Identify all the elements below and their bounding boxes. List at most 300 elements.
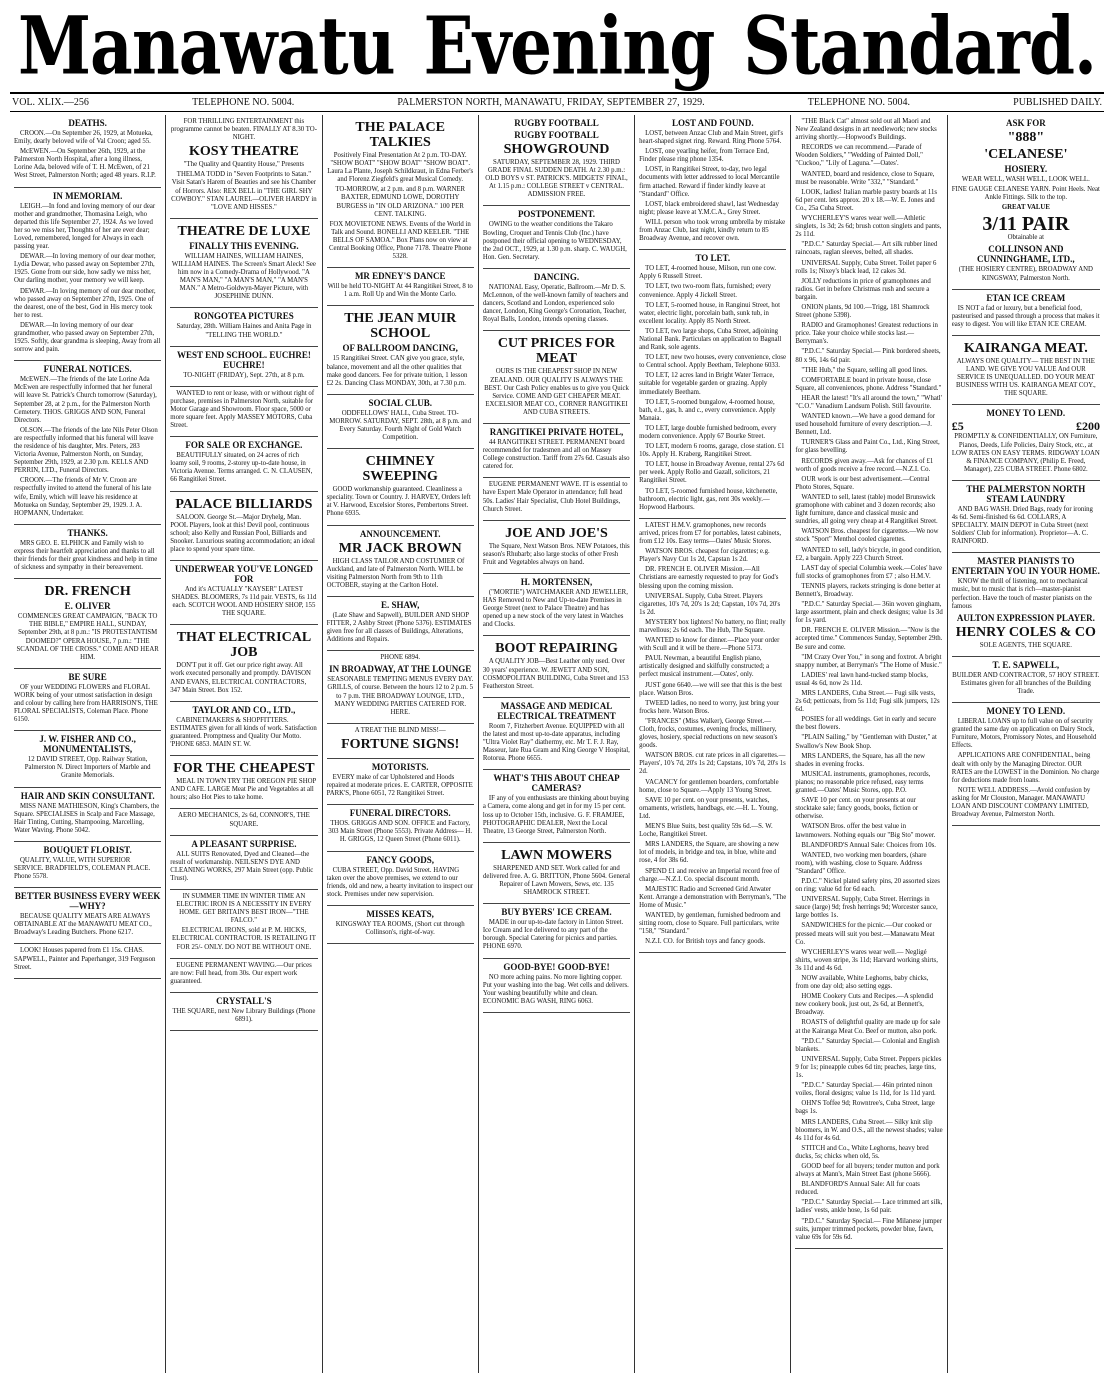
advert-heading: CUT PRICES FOR MEAT — [497, 336, 616, 367]
advert-text: IF any of you enthusiasts are thinking about buying a Camera, come along and get in for my 15 per cent. loss up to October 15th, inclusive. G. F. FRAMJEE, PHOTOGRAPHIC DEALER, Next the Local Theatre, 13 George Street, Palmerston North. — [482, 795, 629, 835]
advert-social-club — [327, 395, 474, 449]
advert-heading: JOE AND JOE'S — [505, 525, 608, 541]
advert-heading: THE PALACE TALKIES — [355, 120, 445, 150]
advert-heading: CRYSTALL'S — [216, 995, 272, 1006]
advert-heading: THAT ELECTRICAL JOB — [176, 630, 312, 661]
advert-broadway-lounge — [327, 651, 474, 724]
memoriam-section — [14, 188, 161, 362]
advert-heading: RUGBY FOOTBALL — [514, 118, 599, 128]
classified-text: DR. FRENCH E. OLIVER Mission.—"Now is the accepted time." Commences Sunday, September 29th. Be sure and come. — [795, 627, 943, 651]
classified-text: MAJESTIC Radio and Screened Grid Atwater Kent. Arrange a demonstration with Berryman's, "The Home of Music." — [639, 885, 787, 909]
advert-steam-laundry — [952, 481, 1100, 553]
advert-surprise — [170, 836, 317, 890]
advert-cut-prices — [483, 331, 630, 424]
advert-text: ELECTRICAL IRONS, sold at P. M. HICKS, ELECTRICAL CONTRACTOR. IS RETAILING IT FOR 25/- ONLY. DO NOT BE WITHOUT ONE. — [171, 927, 316, 951]
advert-text: Saturday, 28th. William Haines and Anita Page in "TELLING THE WORLD." — [176, 323, 312, 339]
advert-edney-dance — [327, 268, 474, 306]
advert-text: GOOD workmanship guaranteed. Cleanliness a speciality. Town or Country. J. HARVEY, Orders left at V. Harwood, Excelsior Stores, Pembertons Street. Phone 6935. — [326, 486, 471, 518]
classified-text: MRS LANDERS, the Square, are showing a new lot of models, in bridge and tea, in blue, white and rose, 4 for 38s 6d. — [639, 841, 779, 865]
thanks-heading: THANKS. — [67, 527, 108, 538]
classified-text: PAUL Newman, a beautiful English piano, artistically designed and skilfully constructed; a perfect musical instrument.—Oates', only. — [639, 655, 770, 679]
advert-text: OWING to the weather conditions the Takaro Bowling, Croquet and Tennis Club (Inc.) have postponed their official opening to WEDNESDAY, the 2nd OCT., 1929, at 1.30 p.m. sharp. C. WAUGH, Hon. Gen. Secretary. — [482, 221, 627, 261]
advert-fancy-goods — [327, 852, 474, 906]
classified-text: TO LET, 5-roomed bungalow, 4-roomed house, bath, e.l., gas, h. and c., every convenience. Apply Manaia. — [639, 398, 776, 422]
advert-heading: SHOWGROUND — [503, 142, 610, 157]
advert-text: MEAL IN TOWN TRY THE OREGON PIE SHOP AND CAFE. LARGE Meat Pie and Vegetables at all hours; also Hot Pies to take home. — [170, 778, 317, 802]
classified-text: RECORDS given away.—Ask for chances of £1 worth of goods receive a free record.—N.Z.I. Co. — [795, 457, 934, 473]
advert-hair — [14, 788, 161, 842]
classified-text: TURNER'S Glass and Paint Co., Ltd., King Street, for glass bevelling. — [795, 439, 940, 455]
advert-aero — [170, 809, 317, 835]
advert-french — [14, 579, 161, 669]
advert-fisher — [14, 731, 161, 787]
advert-chimney — [327, 449, 474, 525]
advert-text: THE SQUARE, next New Library Buildings (Phone 6891). — [172, 1007, 316, 1023]
advert-heading: BUY BYERS' ICE CREAM. — [501, 907, 612, 918]
advert-text: THOS. GRIGGS AND SON. OFFICE and Factory, 303 Main Street (Phone 5553). Private Address— H. H. GRIGGS, 12 Queen Street (Phone 6011). — [328, 820, 473, 844]
advert-heading: KAIRANGA MEAT. — [963, 340, 1088, 356]
loan-range — [952, 420, 1100, 433]
advert-text: SALOON. George St.—Major Dryhelg, Man. POOL Players, look at this! Devil pool, continuous school; also Kelly and Russian Pool, Billiards and Snooker. Luxurious seating accommodation; an ideal place to spend your spare time. — [170, 513, 315, 553]
advert-euchre — [170, 347, 317, 387]
classified-text: LOST, in Rangitikei Street, to-day, two legal documents with letter addressed to local Mercantile firm attached. Reward if finder kindly leave at "Standard" Office. — [639, 166, 780, 198]
advert-rugby — [483, 115, 630, 206]
advert-motorists — [327, 759, 474, 805]
advert-text: OF your WEDDING FLOWERS and FLORAL WORK being of your utmost satisfaction in design and colour by calling here from HARRISON'S, THE FLORAL SPECIALISTS, Coleman Place. Phone 6150. — [14, 683, 158, 724]
advert-ice-cream — [483, 904, 630, 958]
advert-heading: HENRY COLES & CO — [955, 624, 1096, 640]
advert-subheading: OF BALLROOM DANCING, — [342, 343, 458, 354]
classified-text: TWEED ladies, no need to worry, just bring your frocks here. Watson Bros. — [639, 699, 780, 715]
advert-text: EVERY make of car Upholstered and Hoods repaired at moderate prices. E. CARTER, OPPOSITE PARK'S, Phone 6051, 72 Rangitikei Street. — [326, 773, 473, 798]
classified-text: TO LET, 5-roomed furnished house, kitchenette, bathroom, electric light, gas, rent 30s weekly.—Hopwood Harbours. — [639, 487, 778, 511]
advert-heading: 'CELANESE' — [984, 147, 1068, 162]
advert-rongotea — [170, 308, 317, 346]
advert-heading: E. SHAW, — [380, 599, 420, 610]
column-4 — [479, 115, 635, 1373]
classified-text: "P.D.C." Saturday Special.— Colonial and English blankets. — [795, 1037, 940, 1053]
classified-text: MRS LANDERS, the Square, has all the new shades in evening frocks. — [795, 752, 926, 768]
advert-text: ("MORTIE") WATCHMAKER AND JEWELLER, HAS Removed to New and Up-to-date Premises in George Street (next to Palace Theatre) and has opened up a new stock of the very latest in Watches and Clocks. — [482, 589, 628, 629]
classified-text: HOME Cookery Cuts and Recipes.—A splendid new cookery book, just out, 2s 6d, at Bennett's, Broadway. — [795, 993, 934, 1017]
advert-text: AERO MECHANICS, 2s 6d, CONNOR'S, THE SQUARE. — [178, 812, 310, 828]
advert-text: 15 Rangitikei Street. CAN give you grace, style, balance, movement and all the other qualities that make good dancers. Fee for private tuition, 1 lesson £2 2s. Dancing Class MONDAY, 30th, at 7.30 p.m. — [326, 355, 468, 387]
classified-text: TO LET, two two-room flats, furnished; every convenience. Apply 4 Jickell Street. — [639, 283, 771, 299]
advert-text: SHARPENED AND SET. Work called for and delivered free. A. G. BRITTON, Phone 5604. General Repairer of Lawn Mowers, Sews, etc. 135 SHAMROCK STREET. — [482, 864, 631, 897]
advert-text: LIBERAL LOANS up to full value on of security granted the same day on application on Dairy Stock, Furniture, Motors, Promissory Notes, and Household Effects. — [951, 718, 1097, 750]
advert-heading: BOUQUET FLORIST. — [43, 844, 132, 855]
advert-text: The Square, Next Watson Bros. NEW Potatoes, this season's Rhubarb; also large stocks of other Fresh Fruit and Vegetables always on hand. — [482, 542, 630, 566]
advert-text: KINGSWAY TEA ROOMS, (Short cut through Collinson's, right-of-way. — [335, 920, 465, 936]
classified-text: "PLAIN Sailing," by "Gentleman with Duster," at Swallow's New Book Shop. — [795, 734, 937, 750]
classified-text: LADIES' real lawn hand-tucked stamp blocks, usual 4s 6d, now 2s 11d. — [795, 671, 928, 687]
advert-florist — [14, 669, 161, 731]
advert-heading: J. W. FISHER AND CO., MONUMENTALISTS, — [39, 734, 136, 755]
classified-text: TO LET, house in Broadway Avenue, rental 27s 6d per week. Apply Rollo and Gazall, solicitors, 21 Rangitikei Street. — [639, 461, 785, 485]
masthead — [0, 0, 1114, 92]
advert-text: OURS IS THE CHEAPEST SHOP IN NEW ZEALAND. OUR QUALITY IS ALWAYS THE BEST. Our Cash Policy enables us to give you Quick Service. COME AND GET CHEAPER MEAT. EXCELSIOR MEAT CO., CORNER RANGITIKEI AND CUBA STREETS. — [484, 368, 629, 416]
advert-for-sale — [170, 437, 317, 491]
advert-money-to-lend — [952, 405, 1100, 480]
advert-heading: H. MORTENSEN, — [520, 577, 593, 587]
thanks-section — [14, 525, 161, 579]
advert-keats — [327, 906, 474, 944]
advert-boot-repairing — [483, 636, 630, 697]
classified-text: SAVE 10 per cent. on your presents, watches, ornaments, wristlets, handbags, etc.—H. L. Young, Ltd. — [639, 796, 778, 820]
advert-heading: ETAN ICE CREAM — [986, 292, 1066, 303]
advert-text: HIGH CLASS TAILOR AND COSTUMIER Of Auckland, and late of Palmerston North. WILL be visiting Palmerston North from 9th to 11th OCTOBER, staying at the Carlton Hotel. — [326, 557, 465, 589]
classified-text: UNIVERSAL Supply, Cuba Street. Peppers pickles 9 for 1s; pineapple cubes 6d tin; peaches, large tins, 1s. — [795, 1055, 942, 1080]
advert-text: EUGENE PERMANENT WAVE. IT is essential to have Expert Male Operator in attendance; full head 50s. Ladies' Hair Specialist, Club Hotel Buildings, Church Street. — [482, 481, 628, 513]
advert-text: NO more aching pains. No more lighting copper. Put your washing into the bag. Wet cells and delivers. Your washing beautifully white and clean. ECONOMIC BAG WASH, RING 6063. — [482, 973, 629, 1005]
advert-heading: IN BROADWAY, AT THE LOUNGE — [329, 664, 472, 675]
advert-celanese-hosiery — [952, 115, 1100, 290]
advert-lawn-mowers — [483, 843, 630, 904]
advert-text: FOX MOVIETONE NEWS. Events of the World in Talk and Sound. BONELLI AND KEELER. "THE BELLS OF SAMOA." Box Plans now on view at Central Booking Office, Phone 7178. Theatre Phone 5328. — [328, 220, 472, 261]
advert-heading: T. E. SAPWELL, — [992, 659, 1060, 670]
classified-text: WATSON BROS. cheapest for cigarettes; e.g. Player's Navy Cut 1s 2d, Capstan 1s 2d. — [639, 548, 770, 564]
classified-text: "P.D.C." Saturday Special.— Lace trimmed art silk, ladies' vests, ankle hose, 1s 6d pair. — [795, 1199, 943, 1215]
advert-better-business — [14, 888, 161, 944]
advert-heading: RUGBY FOOTBALL — [514, 130, 599, 140]
notice-text: OLSON.—The friends of the late Nils Peter Olson are respectfully informed that his funeral will leave the residence of his daughter, Mrs. Peters, 283 Victoria Avenue, Palmerston North, on Sunday, September 29th, 1929, at 2.30 p.m. KELLS AND PERRIN, LTD., Funeral Directors. — [14, 426, 158, 475]
advert-jack-brown — [327, 526, 474, 597]
advert-heading: MONEY TO LEND. — [986, 408, 1066, 419]
advert-heading: FORTUNE SIGNS! — [341, 736, 460, 752]
advert-heading: PALACE BILLIARDS — [175, 496, 313, 512]
advert-subheading: FINALLY THIS EVENING. — [189, 240, 299, 251]
advert-text: NOTE WELL ADDRESS.—Avoid confusion by asking for Mr Clouston, Manager. MANAWATU LOAN AND DISCOUNT COMPANY LIMITED, Broadway Avenue, Palmerston North. — [951, 786, 1091, 819]
column-7 — [948, 115, 1104, 1373]
advert-text: And it's ACTUALLY "KAYSER" LATEST SHADES. BLOOMERS, 7s 11d pair. VESTS, 6s 11d each. SCOTCH WOOL AND HOSIERY SHOP, 155 THE SQUARE. — [171, 586, 317, 618]
advert-text: Positively Final Presentation At 2 p.m. TO-DAY. "SHOW BOAT" "SHOW BOAT" "SHOW BOAT". Laura La Plante, Joseph Schildkraut, in Edna Ferber's and Florenz Ziegfeld's great Musical Comedy. — [327, 152, 474, 184]
volume-number: VOL. XLIX.—256 — [12, 97, 89, 108]
classified-text: TO LET, 12 acres land in Bright Water Terrace, suitable for vegetable garden or grazing. Apply immediately Beetham. — [639, 372, 775, 396]
advert-text: TO-MORROW, at 2 p.m. and 8 p.m. WARNER BAXTER, EDMUND LOWE, DOROTHY BURGESS in "IN OLD ARIZONA." 100 PER CENT. TALKING. — [335, 186, 466, 218]
classified-text: "P.D.C." Saturday Special.— 46in printed ninon voiles, floral designs; value 1s 11d, for 1s 11d yard. — [795, 1082, 936, 1098]
notice-text: MRS GEO. E. ELPHICK and Family wish to express their heartfelt appreciation and thanks to all their friends for their great kindness and help in time of sickness and sympathy in their bereavement. — [14, 539, 158, 572]
advert-text: FINE GAUGE CELANESE YARN. Point Heels. Neat Ankle Fittings. Silk to the top. — [951, 186, 1100, 202]
advert-text: SEASONABLE TEMPTING MENUS EVERY DAY. GRILLS, of course. Between the hours 12 to 2 p.m. 5 to 7 p.m. THE BROADWAY LOUNGE, LTD., MANY WEDDING PARTIES CATERED FOR. HERE. — [327, 676, 474, 716]
classified-text: LATEST H.M.V. gramophones, new records arrived, prices from £7 for portables, latest cabinets, from £12 10s. Easy terms—Oates' Music Stores. — [639, 521, 782, 546]
classified-text: WATSON BROS. cut rate prices in all cigarettes.—Players', 10's 7d, 20's 1s 2d; Capstans, 10's 7d, 20's 1s 2d. — [639, 752, 786, 776]
advert-sapwell — [952, 657, 1100, 703]
advert-text: CUBA STREET, Opp. David Street. HAVING taken over the above premises, we extend to our friends, old and new, a hearty invitation to inspect our stock. Premises under new supervision. — [326, 866, 474, 898]
advert-heading: THE JEAN MUIR SCHOOL — [344, 311, 457, 342]
classified-text: "P.D.C." Saturday Special.— Art silk rubber lined raincoats, raglan sleeves, belted, all shades. — [795, 241, 938, 257]
advert-text: WILLIAM HAINES, WILLIAM HAINES, WILLIAM HAINES. The Screen's Smart Aleck! See him now in a Comedy-Drama of Hollywood. "A MAN'S MAN," "A MAN'S MAN," "A MAN'S MAN." A Metro-Goldwyn-Mayer Picture, with JOSEPHINE DUNN. — [171, 252, 316, 301]
classified-text: SANDWICHES for the picnic.—Our cooked or pressed meats will suit you best.—Manawatu Meat Co. — [795, 922, 935, 946]
advert-heading: GOOD-BYE! GOOD-BYE! — [503, 961, 610, 972]
advert-text: SATURDAY, SEPTEMBER 28, 1929. THIRD GRADE FINAL SUDDEN DEATH. At 2.30 p.m.: OLD BOYS v ST. PATRICK'S. MIDGETS' FINAL, At 1.15 p.m.: COLLEGE STREET v CENTRAL. ADMISSION FREE. — [485, 159, 628, 199]
advert-joe-and-joes — [483, 521, 630, 574]
advert-text: MADE in our up-to-date factory in Linton Street. Ice Cream and Ice delivered to any part of the borough. Special Catering for picnics and parties. PHONE 6970. — [482, 919, 624, 951]
advert-bag-wash — [483, 959, 630, 1013]
advert-text: (THE HOSIERY CENTRE), BROADWAY AND KINGSWAY, Palmerston North. — [958, 266, 1093, 282]
classified-text: P.D.C." Nickel plated safety pins, 20 assorted sizes on ring; value 6d for 6d each. — [795, 877, 940, 894]
notice-text: McEWEN.—On September 26th, 1929, at the Palmerston North Hospital, after a long illness, Lorine Ada, beloved wife of T. H. McEwen, of 21 West Street, Palmerston North; aged 48 years. R.I.P. — [14, 148, 156, 180]
funeral-notices-section — [14, 361, 161, 525]
masthead-word-1: Manawatu — [18, 0, 395, 93]
advert-funeral-directors — [327, 805, 474, 851]
advert-text: WANTED to rent or lease, with or without right of purchase, premises in Palmerston North, suitable for Motor Garage and Showroom. Floor space, 5000 or more square feet. Apply MASSEY MOTORS, Cuba Street. — [170, 389, 315, 430]
classified-text: "IM Crazy Over You," in song and foxtrot. A bright snappy number, at Berryman's "The Home of Music." — [795, 653, 942, 669]
classified-text: STITCH and Co., White Leghorns, heavy bred ducks, 5s; chicks when old, 5s. — [795, 1144, 929, 1160]
advert-cheapest-meal — [170, 756, 317, 809]
lost-and-found-heading: LOST AND FOUND. — [671, 118, 754, 128]
memoriam-heading: IN MEMORIAM. — [52, 190, 123, 201]
classified-text: JUST gone 6640.—we will see that this is the best place. Watson Bros. — [639, 681, 783, 697]
advert-private-hotel — [483, 424, 630, 478]
classified-text: WILL person who took wrong umbrella by mistake from Anzac Club, last night, kindly return to 85 Broadway Avenue, and recover own. — [639, 218, 786, 243]
notice-text: CROON.—On September 26, 1929, at Motueka, Emily, dearly beloved wife of Val Croon; aged 55. — [14, 130, 153, 146]
advert-heading: ASK FOR — [1005, 118, 1046, 128]
advert-heading: UNDERWEAR YOU'VE LONGED FOR — [174, 564, 313, 584]
notice-text: LEIGH.—In fond and loving memory of our dear mother and grandmother, Thomasina Leigh, who departed this life September 27, 1924. As we loved her so we miss her, Thoughts of her are ever dear; Loved, remembered, longed for Always in each passing year. — [14, 202, 156, 251]
classified-text: WYCHERLEY'S wares wear well.— Negligé shirts, woven stripe, 3s 11d; Harvard working shirts, 3s 11d and 4s 6d. — [795, 948, 938, 972]
advert-heading: COLLINSON AND CUNNINGHAME, LTD., — [977, 244, 1075, 265]
advert-text: PROMPTLY & CONFIDENTIALLY, ON Furniture, Pianos, Deeds, Life Policies, Dairy Stock, etc., at LOW RATES ON EASY TERMS. RIDGWAY LOAN & FINANCE COMPANY, (Philip E. Freed, Manager), 225 CUBA STREET. Phone 6802. — [951, 433, 1100, 473]
classified-text: "FRANCES" (Miss Walker), George Street.—Cloth, frocks, costumes, evening frocks, millinery, gloves, hosiery, special reductions on new season's goods. — [639, 717, 778, 750]
classified-text: COMFORTABLE board in private house, close Square, all conveniences, phone. Address "Standard." — [795, 376, 942, 392]
advert-electric-iron — [170, 890, 317, 959]
advert-text: AND BAG WASH. Dried Bags, ready for ironing 4s 6d. Semi-finished 6s 6d. COLLARS, A SPECIALTY. MAIN DEPOT in Cuba Street (next Soldiers' Club for information). Proprietor—A. C. RAINFORD. — [951, 505, 1093, 546]
advert-text: APPLICATIONS ARE CONFIDENTIAL, being dealt with only by the Managing Director. OUR RATES are the LOWEST in the Dominion. No charge for deductions made from loans. — [951, 752, 1100, 784]
advert-text: ALL SUITS Renovated, Dyed and Cleaned—the result of workmanship. NEILSEN'S DYE AND CLEANING WORKS, 297 Main Street (opp. Public Trust). — [170, 850, 314, 882]
advert-heading: LAWN MOWERS — [501, 847, 612, 863]
classified-text: "P.D.C." Saturday Special.— Fine Milanese jumper suits, jumper trimmed pockets, powder blue, fawn, value 69s for 59s 6d. — [795, 1217, 942, 1241]
deaths-section — [14, 115, 161, 188]
telephone-left: TELEPHONE NO. 5004. — [192, 97, 295, 108]
columns — [10, 115, 1104, 1373]
advert-heading: RONGOTEA PICTURES — [194, 311, 294, 322]
classifieds-section — [795, 115, 942, 1249]
advert-look — [14, 944, 161, 978]
classified-text: TO LET, 5-roomed house, in Ranginui Street, hot water, electric light, porcelain bath, sunk tub, in excellent locality. Apply 85 North Street. — [639, 301, 781, 325]
advert-text: A QUALITY JOB—Best Leather only used. Over 30 years' experience. W. JEWETT AND SON, COSMOPOLITAN BUILDING, Cuba Street and 153 Featherston Street. — [482, 658, 629, 690]
advert-text: ALWAYS ONE QUALITY— THE BEST IN THE LAND. WE GIVE YOU VALUE And OUR SERVICE IS UNEQUALLED. DO YOUR MEAT BUSINESS WITH US. KAIRANGA MEAT COY., THE SQUARE. — [955, 357, 1096, 398]
advert-heading: FANCY GOODS, — [366, 854, 434, 865]
advert-text: 44 RANGITIKEI STREET. PERMANENT board recommended for tradesmen and all on Massey College construction. Tariff from 27s 6d. Casuals also catered for. — [482, 438, 630, 471]
advert-subheading: E. OLIVER — [64, 601, 111, 612]
classifieds-section — [639, 519, 786, 954]
column-6 — [791, 115, 947, 1373]
advert-postponement — [483, 206, 630, 268]
deaths-heading: DEATHS. — [68, 118, 107, 128]
advert-mortensen — [483, 574, 630, 636]
classified-text: LOST, black embroidered shawl, last Wednesday night; please leave at Y.M.C.A., Grey Street. — [639, 200, 779, 216]
advert-shaw — [327, 597, 474, 651]
advert-electrical-job — [170, 625, 317, 701]
classified-text: UNIVERSAL Supply, Cuba Street. Herrings in sauce (large) 9d; fresh herrings 9d; Worcester sauce, large bottles 1s. — [795, 896, 938, 920]
notice-text: DEWAR.—In loving memory of our dear mother, who passed away on September 27th, 1925. One of the dearest, one of the best, God in His mercy took her to rest. — [14, 287, 156, 319]
classified-text: WATSON Bros. offer the best value in lawnmowers. Nothing equals our "Big Sto" mower. — [795, 823, 936, 839]
place-date: PALMERSTON NORTH, MANAWATU, FRIDAY, SEPTEMBER 27, 1929. — [397, 97, 705, 108]
lost-and-found-section — [639, 115, 786, 250]
advert-heading: BOOT REPAIRING — [495, 641, 618, 657]
advert-massage — [483, 698, 630, 770]
classified-text: MYSTERY box lighters! No battery, no flint; really marvellous; 2s 6d each. The Hub, The Square. — [639, 618, 786, 634]
classified-text: TO LET, new two houses, every convenience, close to Central school. Apply Beetham, Telephone 6033. — [639, 354, 787, 370]
advert-master-pianists — [952, 553, 1100, 656]
advert-heading: WHAT'S THIS ABOUT CHEAP CAMERAS? — [493, 773, 620, 794]
advert-text: (Late Shaw and Sapwell), BUILDER AND SHOP FITTER, 2 Ashby Street (Phone 5376). ESTIMATES given free for all classes of Buildings, Alterations, Additions and Repairs. — [326, 611, 472, 644]
advert-text: PHONE 6894. — [380, 654, 421, 662]
classified-text: BLANDFORD'S Annual Sale: Choices from 10s. — [801, 841, 936, 849]
classified-text: POSIES for all weddings. Get in early and secure the best flowers. — [795, 716, 937, 732]
advert-heading: WEST END SCHOOL. EUCHRE! EUCHRE! — [176, 349, 311, 370]
advert-text: QUALITY, VALUE, WITH SUPERIOR SERVICE. BRADFIELD'S, COLEMAN PLACE. Phone 5578. — [14, 856, 151, 881]
advert-heading: CHIMNEY SWEEPING — [362, 454, 438, 485]
classified-text: TO LET, 4-roomed house, Milson, run one cow. Apply 6 Russell Street. — [639, 265, 777, 281]
advert-text: Will be held TO-NIGHT At 44 Rangitikei Street, 8 to 1 a.m. Roll Up and Win the Monte Carlo. — [327, 283, 473, 299]
to-let-heading: TO LET. — [695, 253, 731, 264]
advert-heading: BETTER BUSINESS EVERY WEEK—WHY? — [14, 891, 161, 912]
advert-text: Obtainable at — [1007, 234, 1045, 242]
column-2 — [166, 115, 322, 1373]
classified-text: WANTED known.—We have a good demand for used household furniture of every description.—J. Bennett, Ltd. — [795, 413, 936, 437]
classified-text: SPEND £1 and receive an Imperial record free of charge.—N.Z.I. Co. special discount month. — [639, 867, 780, 883]
advert-heading: A PLEASANT SURPRISE. — [191, 838, 297, 849]
classified-text: VACANCY for gentlemen boarders, comfortable home, close to Square.—Apply 13 Young Street. — [639, 778, 779, 794]
advert-heading: HOSIERY. — [1004, 164, 1048, 174]
column-5 — [635, 115, 791, 1373]
advert-eugene — [170, 959, 317, 993]
classified-text: UNIVERSAL Supply, Cuba Street. Toilet paper 6 rolls 1s; Nixey's black lead, 12 cakes 3d. — [795, 259, 937, 275]
classified-text: HEAR the latest! "It's all around the town," "Whatl' "C.O." Vanadium Landsum Polish. Still favourite. — [795, 394, 942, 410]
advert-kayser — [170, 561, 317, 625]
advert-subheading: "The Quality and Quantity House," Presents — [183, 161, 305, 169]
advert-crystall — [170, 993, 317, 1031]
notice-text: DEWAR.—In loving memory of our dear mother, Lydia Dewar, who passed away on September 27th, 1925. Gone from our side, how sadly we miss her, Our darling mother, your memory we will keep. — [14, 253, 156, 285]
classified-text: "THE Black Cat" almost sold out all Maori and New Zealand designs in art needlework; new stocks arriving shortly.—Hopwood's Buildings. — [795, 118, 937, 142]
loan-min: £5 — [951, 419, 964, 434]
advert-heading: DR. FRENCH — [44, 584, 131, 600]
classified-text: GOOD beef for all buyers; tender mutton and pork always at Mann's, Main Street East (phone 5666). — [795, 1162, 940, 1179]
column-3 — [323, 115, 479, 1373]
advert-text: BECAUSE QUALITY MEATS ARE ALWAYS OBTAINABLE AT the MANAWATU MEAT CO., Broadway's Leading Butchers. Phone 6217. — [14, 913, 152, 937]
advert-etan-ice-cream — [952, 290, 1100, 336]
advert-heading: FUNERAL DIRECTORS. — [349, 808, 451, 819]
notice-text: McEWEN.—The friends of the late Lorine Ada McEwen are respectfully informed that her funeral will leave St. Patrick's Church tomorrow (Saturday), September 28, at 2 p.m., for the Palmerston North Cemetery. THOS. GRIGGS AND SON, Funeral Directors. — [14, 376, 157, 424]
advert-text: COMMENCES GREAT CAMPAIGN, "BACK TO THE BIBLE," EMPIRE HALL, SUNDAY, September 29th, at 8 p.m.: "IS PROTESTANTISM DOOMED?" OPERA HOUSE, 7 p.m.: "THE SCANDAL OF THE CROSS." COME AND HEAR HIM. — [16, 613, 159, 661]
classified-text: "P.D.C." Saturday Special.— 36in woven gingham, large assortment, plain and check designs; value 1s 3d for 1s yard. — [795, 601, 943, 625]
advert-text: IN SUMMER TIME IN WINTER TIME AN ELECTRIC IRON IS A NECESSITY IN EVERY HOME. GET BRITAIN'S BEST IRON—"THE FALCO." — [176, 892, 312, 925]
advert-text: EUGENE PERMANENT WAVING.—Our prices are now: Full head, from 30s. Our expert work guaranteed. — [170, 961, 312, 985]
masthead-word-2: Evening — [423, 0, 715, 93]
advert-text: A TREAT THE BLIND MISS!— — [354, 726, 446, 734]
advert-text: FOR THRILLING ENTERTAINMENT this programme cannot be beaten. FINALLY AT 8.30 TO-NIGHT. — [170, 118, 317, 142]
classified-text: "THE Hub," the Square, selling all good lines. — [801, 366, 928, 374]
classified-text: MRS LANDERS, Cuba Street.— Fugi silk vests, 2s 6d; petticoats, from 5s 11d; Fugi silk jumpers, 12s 6d. — [795, 690, 940, 714]
classified-text: WYCHERLEY'S wares wear well.—Athletic singlets, 1s 3d; 2s 6d; brush cotton singlets and pants, 2s 11d. — [795, 215, 942, 239]
advert-text: GREAT VALUE — [1001, 204, 1050, 212]
advert-heading: HAIR AND SKIN CONSULTANT. — [20, 790, 155, 801]
advert-text: THELMA TODD in "Seven Footprints to Satan." Visit Satan's Harem of Beauties and see his Chamber of Horrors. Also: REX BELL in "THE GIRL SHY COWBOY." STAN LAUREL—OLIVER HARDY in "LOVE AND HISSES." — [171, 171, 317, 211]
column-1 — [10, 115, 166, 1373]
dateline — [10, 92, 1104, 112]
classified-text: NOW available, White Leghorns, baby chicks, from one day old; also setting eggs. — [795, 975, 929, 991]
advert-money-to-lend-2 — [952, 703, 1100, 826]
advert-heading: MISSES KEATS, — [366, 908, 434, 919]
classified-text: LOOK, ladies! Italian marble pastry boards at 11s 6d per cent. lets approx. 20 x 18.—W. E. Jones and Co., 25a Cuba Street. — [795, 188, 938, 212]
advert-text: 12 DAVID STREET, Opp. Railway Station, Palmerston N. Direct Importers of Marble and Granite Memorials. — [24, 756, 151, 780]
funeral-notices-heading: FUNERAL NOTICES. — [43, 364, 132, 375]
advert-heading: MONEY TO LEND. — [986, 706, 1066, 717]
advert-heading: FOR SALE OR EXCHANGE. — [185, 440, 303, 451]
advert-heading: FOR THE CHEAPEST — [173, 761, 315, 777]
advert-text: SOLE AGENTS, THE SQUARE. — [979, 641, 1072, 649]
classified-text: TO LET, large double furnished bedroom, every modern convenience. Apply 67 Bourke Street. — [639, 424, 777, 440]
advert-text: ODDFELLOWS' HALL, Cuba Street. TO-MORROW. SATURDAY, SEPT. 28th, at 8 p.m. and Every Saturday. Fourth Night of Gold Watch Competition. — [329, 409, 472, 442]
classified-text: BLANDFORD'S Annual Sale: All fur coats reduced. — [795, 1181, 920, 1197]
masthead-word-3: Standard. — [743, 0, 1096, 93]
advert-bouquet — [14, 842, 161, 888]
classified-text: WANTED to sell, latest (table) model Brunswick gramophone with cabinet and 3 dozen records; also light furniture, dance and classical music and sundries, all going very cheap at 4 Rangitikei Street. — [795, 493, 938, 526]
advert-heading: BE SURE — [68, 671, 107, 682]
advert-text: Room 7, Fitzherbert Avenue. EQUIPPED with all the latest and most up-to-date apparatus, including "Ultra Violet Ray" diathermy, etc. Mr T. F. J. Ray, Masseur, late Rua Gram and King George V Hospital, Rotorua. Phone 6655. — [482, 722, 630, 763]
advert-heading: AULTON EXPRESSION PLAYER. — [956, 612, 1095, 623]
classified-text: MUSICAL instruments, gramophones, records, pianos; no reasonable price refused, easy terms granted.—Oates' Music Stores, opp. P.O. — [795, 770, 931, 795]
advert-text: IS NOT a fad or luxury, but a beneficial food, pasteurised and passed through a process that makes it easy to digest. You will like ETAN ICE CREAM. — [951, 304, 1100, 328]
classified-text: DR. FRENCH E. OLIVER Mission.—All Christians are earnestly requested to pray for God's blessing upon the coming mission. — [639, 566, 779, 590]
advert-heading: KOSY THEATRE — [189, 144, 299, 160]
advert-heading: MR EDNEY'S DANCE — [354, 271, 446, 282]
advert-text: LOOK! Houses papered from £1 15s. CHAS. SAPWELL, Painter and Paperhanger, 319 Ferguson Street. — [14, 947, 156, 971]
classified-text: TENNIS players, rackets stringing is done better at Bennett's, Broadway. — [795, 582, 941, 598]
advert-heading: THE PALMERSTON NORTH STEAM LAUNDRY — [966, 483, 1086, 504]
advert-text: BUILDER AND CONTRACTOR, 57 HOY STREET. Estimates given for all branches of the Building Trade. — [952, 671, 1100, 695]
advert-fortune — [327, 724, 474, 759]
classified-text: "P.D.C." Saturday Special.— Pink bordered sheets, 80 x 96, 14s 6d pair. — [795, 348, 941, 364]
advert-jean-muir — [327, 306, 474, 394]
advert-text: MISS NANE MATHIESON, King's Chambers, the Square. SPECIALISES in Scalp and Face Massage, Hair Tinting, Cutting, Shampooing, Marcelling, Water Waving. Phone 5042. — [14, 802, 160, 834]
advert-palace-talkies — [327, 115, 474, 268]
advert-text: BEAUTIFULLY situated, on 24 acres of rich loamy soil, 9 rooms, 2-storey up-to-date house, in Victoria Avenue. Terms arranged. C. N. CLAUSEN, 66 Rangitikei Street. — [170, 452, 313, 484]
advert-dancing — [483, 269, 630, 331]
telephone-right: TELEPHONE NO. 5004. — [807, 97, 911, 108]
loan-max: £200 — [1076, 419, 1100, 434]
classified-text: RADIO and Gramophones! Greatest reductions in price. Take your choice while stocks last.—Berryman's. — [795, 322, 938, 346]
notice-text: DEWAR.—In loving memory of our dear grandmother, who passed away on September 27th, 1925. Softly, dear grandma is sleeping, Away from all sorrow and pain. — [14, 321, 161, 354]
classified-text: SAVE 10 per cent. on your presents at our stocktake sale; fancy goods, books, fiction or otherwise. — [795, 797, 919, 821]
classified-text: WANTED to sell, lady's bicycle, in good condition, £2, a bargain. Apply 223 Church Street. — [795, 546, 942, 562]
advert-kosy-theatre — [170, 115, 317, 219]
advert-heading: MR JACK BROWN — [338, 540, 462, 556]
classified-text: TO LET, two large shops, Cuba Street, adjoining National Bank. Particulars on application to Bagnall and Rank, sole agents. — [639, 327, 782, 352]
price-tag: 3/11 PAIR — [982, 213, 1070, 236]
advert-heading: POSTPONEMENT. — [517, 209, 596, 220]
advert-heading: DANCING. — [533, 271, 580, 282]
notice-text: CROON.—The friends of Mr V. Croon are respectfully invited to attend the funeral of his late wife, Emily, which will leave his residence at Motueka on Sunday, September 29, 1929. J. A. HOPMANN, Undertaker. — [14, 477, 152, 517]
classified-text: WANTED, two working men boarders, (share room), with washing, close to Square. Address "Standard" Office. — [795, 851, 927, 875]
advert-text: NATIONAL Easy, Operatic, Ballroom.—Mr D. S. McLennon, of the well-known family of teachers and dancers, Scotland and London, experienced solo dancer, London, King George's Coronation, Teacher, Royal Balls, London, intends opening classes. — [482, 283, 629, 324]
advert-wanted — [170, 387, 317, 437]
advert-text: TO-NIGHT (FRIDAY), Sept. 27th, at 8 p.m. — [183, 371, 305, 379]
classified-text: OUR work is our best advertisement.—Central Photo Stores, Square. — [795, 475, 930, 491]
classified-text: LOST, one yearling heifer, from Terrace End, Finder please ring phone 1354. — [639, 148, 769, 164]
advert-text: CABINETMAKERS & SHOPFITTERS. ESTIMATES given for all kinds of work. Satisfaction guaranteed. Promptness and Quality Our Motto. 'PHONE 6853. MAIN ST. W. — [170, 716, 317, 749]
advert-permanent-wave — [483, 478, 630, 520]
advert-heading: SOCIAL CLUB. — [368, 397, 432, 408]
classified-text: MRS LANDERS, Cuba Street.— Silky knit slip bloomers, in W. and O.S., all the newest shades; value 4s 11d for 4s 6d. — [795, 1118, 943, 1142]
advert-text: DON'T put it off. Get our price right away. All work executed personally and promptly. DAVISON AND EVANS, ELECTRICAL CONTRACTORS, 347 Main Street. Box 152. — [170, 662, 311, 694]
classified-text: LAST day of special Columbia week.—Coles' have full stocks of gramophones from £7 ; also H.M.V. — [795, 564, 943, 580]
classified-text: WANTED to know for dinner.—Place your order with Scull and it will be there.—Phone 5173. — [639, 637, 780, 653]
advert-heading: MOTORISTS. — [371, 761, 429, 772]
advert-heading: MASTER PIANISTS TO ENTERTAIN YOU IN YOUR HOME. — [951, 556, 1100, 577]
advert-heading: "888" — [1007, 130, 1045, 145]
